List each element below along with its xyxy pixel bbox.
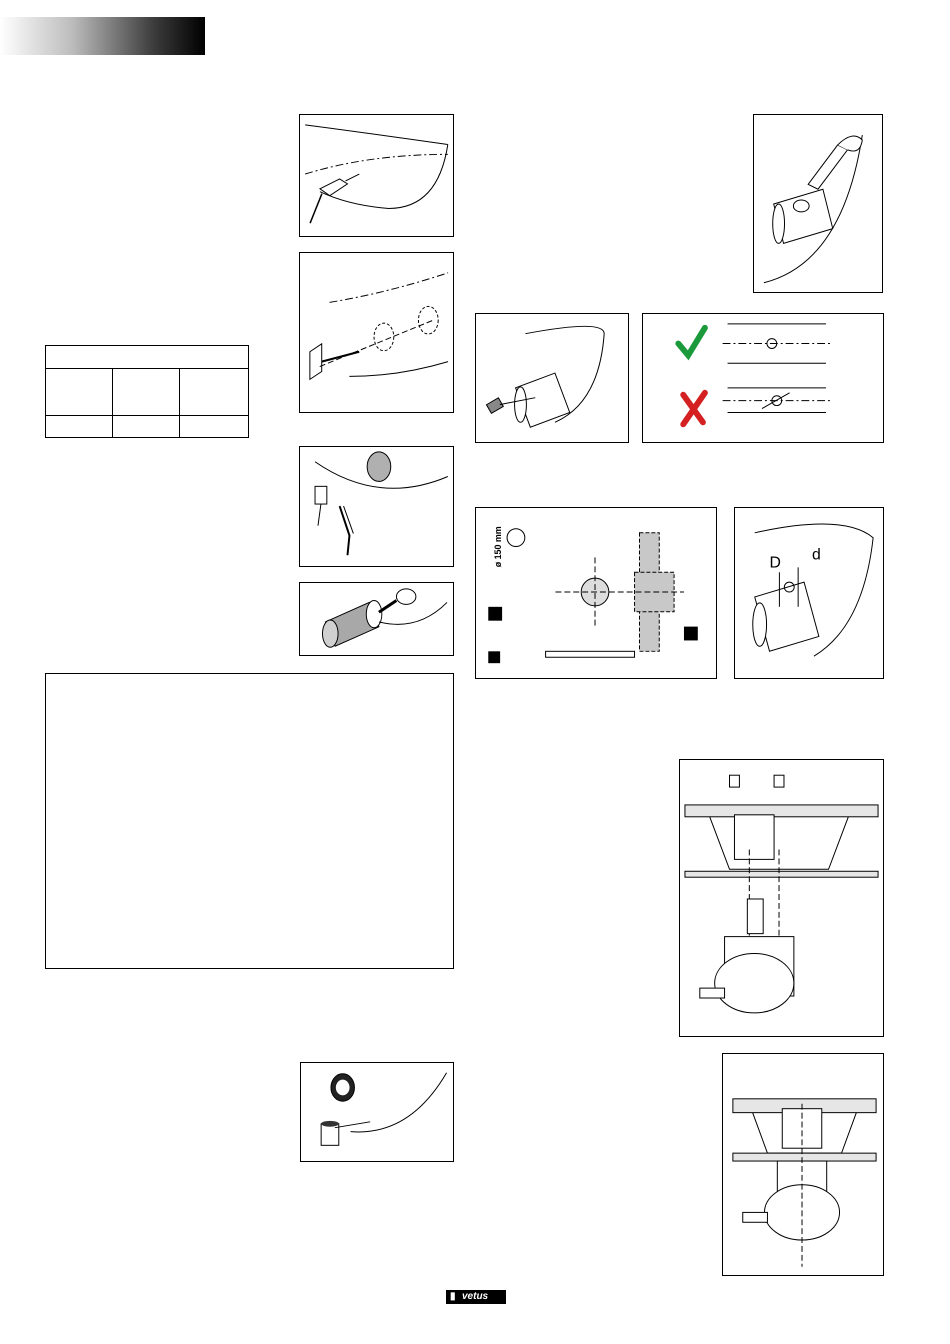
figure-tube-insert: [299, 582, 454, 656]
figure-drilling-template: [475, 507, 717, 679]
figure-mark-tube: [753, 114, 883, 293]
figure-dimensions: [734, 507, 884, 679]
figure-drill-hull: [299, 114, 454, 237]
notes-box: [45, 673, 454, 969]
table-cell: [46, 369, 113, 416]
template-text: ø 150 mm: [493, 526, 504, 568]
figure-alignment-check: [642, 313, 884, 443]
figure-thruster-assembled: [722, 1053, 884, 1276]
figure-tube-label: [475, 313, 629, 443]
dimension-D-label: D: [769, 554, 781, 572]
table-cell: [112, 369, 179, 416]
figure-thruster-exploded: [679, 759, 884, 1037]
header-bar: [0, 17, 205, 55]
figure-hole-markings: [299, 252, 454, 413]
dimension-d-label: d: [811, 546, 821, 564]
table-cell: [179, 369, 248, 416]
table-header-cell: [46, 346, 249, 369]
check-mark-icon: [678, 328, 705, 356]
table-cell: [112, 416, 179, 438]
vetus-logo-icon: ▮ vetus: [446, 1290, 506, 1304]
table-cell: [46, 416, 113, 438]
table-cell: [179, 416, 248, 438]
cross-mark-icon: [683, 393, 705, 425]
figure-coat-resin: [300, 1062, 454, 1162]
figure-finish-hole: [299, 446, 454, 567]
spec-table: [45, 345, 249, 438]
